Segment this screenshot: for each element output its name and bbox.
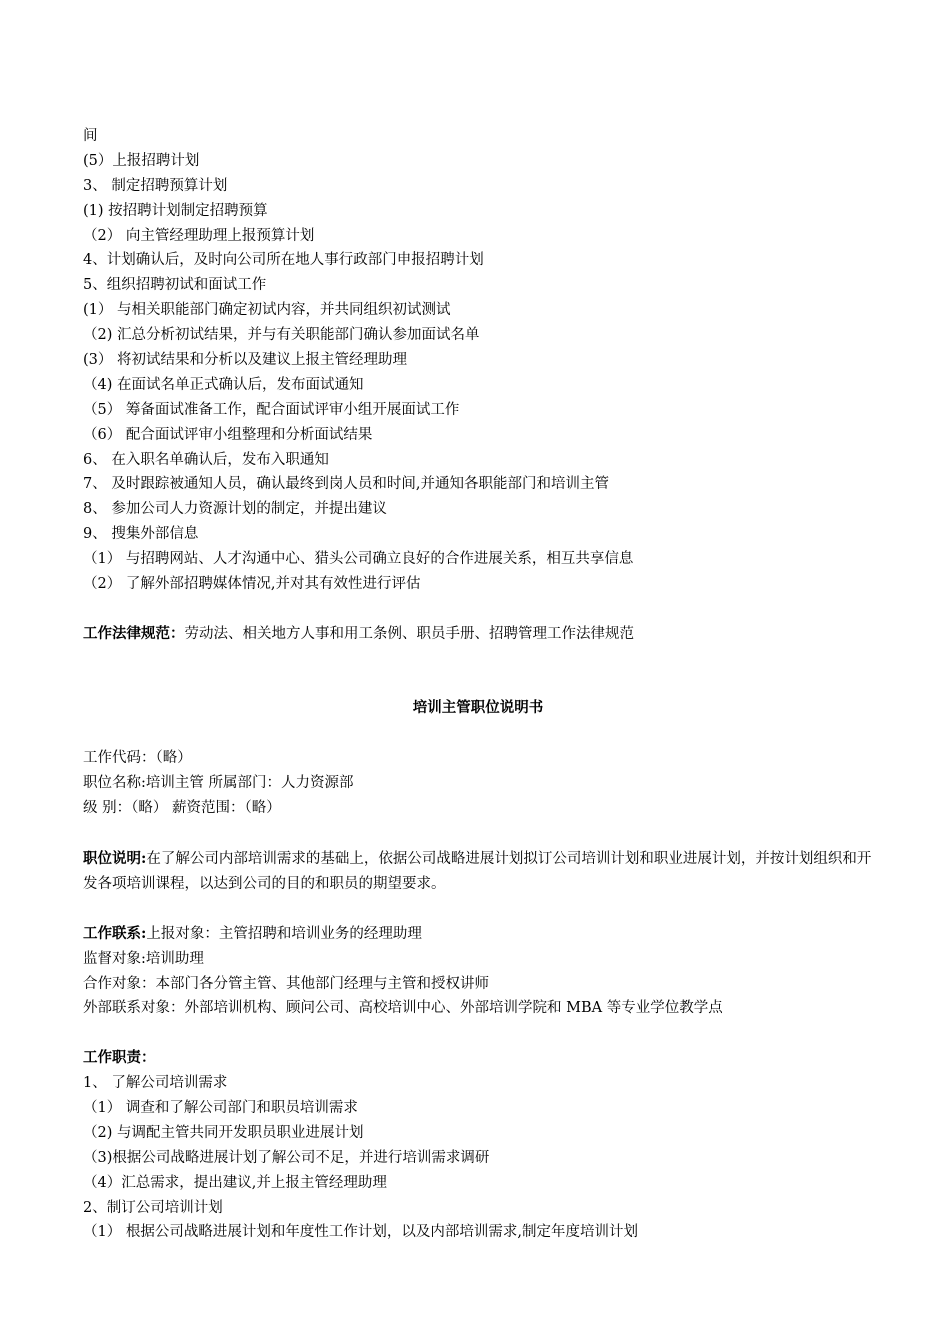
contact-line: 外部联系对象：外部培训机构、顾问公司、高校培训中心、外部培训学院和 MBA 等专业学位教学点 bbox=[83, 1000, 723, 1017]
position-description-label: 职位说明: bbox=[83, 849, 147, 867]
contact-line bbox=[83, 922, 873, 947]
reporting-to: 上报对象：主管招聘和培训业务的经理助理 bbox=[146, 925, 422, 942]
work-duties-label: 工作职责： bbox=[83, 1049, 156, 1067]
text-line: 8、 参加公司人力资源计划的制定，并提出建议 bbox=[83, 501, 387, 518]
document-page bbox=[83, 124, 873, 1245]
position-info bbox=[83, 746, 873, 821]
duty-line: （4）汇总需求，提出建议,并上报主管经理助理 bbox=[83, 1174, 387, 1191]
text-line: （2） 向主管经理助理上报预算计划 bbox=[83, 227, 315, 244]
info-line: 级 别：（略） 薪资范围：（略） bbox=[83, 800, 281, 817]
text-line: 9、 搜集外部信息 bbox=[83, 526, 199, 543]
info-line: 工作代码：（略） bbox=[83, 750, 192, 767]
text-line: 间 bbox=[83, 128, 98, 144]
contact-line: 合作对象：本部门各分管主管、其他部门经理与主管和授权讲师 bbox=[83, 975, 489, 992]
work-law-text: 劳动法、相关地方人事和用工条例、职员手册、招聘管理工作法律规范 bbox=[184, 625, 634, 642]
text-line: (3） 将初试结果和分析以及建议上报主管经理助理 bbox=[83, 352, 407, 369]
contact-line: 监督对象:培训助理 bbox=[83, 950, 204, 967]
spacer bbox=[83, 647, 873, 672]
text-line: （6） 配合面试评审小组整理和分析面试结果 bbox=[83, 426, 373, 443]
text-line: 3、 制定招聘预算计划 bbox=[83, 177, 228, 194]
text-line: 4、计划确认后，及时向公司所在地人事行政部门申报招聘计划 bbox=[83, 252, 484, 269]
duty-line: 2、制订公司培训计划 bbox=[83, 1199, 223, 1216]
text-line: (1） 与相关职能部门确定初试内容，并共同组织初试测试 bbox=[83, 302, 451, 319]
spacer bbox=[83, 1021, 873, 1046]
position-description bbox=[83, 846, 873, 897]
spacer bbox=[83, 897, 873, 922]
text-line: 6、 在入职名单确认后，发布入职通知 bbox=[83, 451, 329, 468]
recruitment-duties-list bbox=[83, 124, 873, 597]
text-line: （5） 筹备面试准备工作，配合面试评审小组开展面试工作 bbox=[83, 401, 460, 418]
work-duties bbox=[83, 1046, 873, 1245]
work-law-label: 工作法律规范： bbox=[83, 624, 185, 642]
duty-line: （2) 与调配主管共同开发职员职业进展计划 bbox=[83, 1124, 364, 1141]
work-duties-heading bbox=[83, 1046, 873, 1071]
duty-line: （1） 调查和了解公司部门和职员培训需求 bbox=[83, 1099, 358, 1116]
text-line: （4) 在面试名单正式确认后，发布面试通知 bbox=[83, 376, 364, 393]
work-law-paragraph bbox=[83, 622, 873, 647]
section-title: 培训主管职位说明书 bbox=[412, 699, 544, 717]
duty-line: （1） 根据公司战略进展计划和年度性工作计划，以及内部培训需求,制定年度培训计划 bbox=[83, 1224, 638, 1241]
spacer bbox=[83, 821, 873, 846]
spacer bbox=[83, 597, 873, 622]
spacer bbox=[83, 672, 873, 697]
position-description-text: 在了解公司内部培训需求的基础上，依据公司战略进展计划拟订公司培训计划和职业进展计划，并按计划组织和开发各项培训课程，以达到公司的目的和职员的期望要求。 bbox=[83, 850, 872, 892]
text-line: （2） 了解外部招聘媒体情况,并对其有效性进行评估 bbox=[83, 576, 421, 593]
text-line: (5）上报招聘计划 bbox=[83, 152, 200, 169]
work-contacts-label: 工作联系: bbox=[83, 924, 147, 942]
text-line: （1） 与招聘网站、人才沟通中心、猎头公司确立良好的合作进展关系，相互共享信息 bbox=[83, 551, 634, 568]
spacer bbox=[83, 721, 873, 746]
duty-line: 1、 了解公司培训需求 bbox=[83, 1075, 228, 1092]
text-line: 7、 及时跟踪被通知人员，确认最终到岗人员和时间,并通知各职能部门和培训主管 bbox=[83, 476, 609, 493]
work-contacts bbox=[83, 922, 873, 1022]
info-line: 职位名称:培训主管 所属部门：人力资源部 bbox=[83, 775, 354, 792]
text-line: （2) 汇总分析初试结果，并与有关职能部门确认参加面试名单 bbox=[83, 327, 480, 344]
text-line: (1) 按招聘计划制定招聘预算 bbox=[83, 202, 268, 219]
duty-line: （3)根据公司战略进展计划了解公司不足，并进行培训需求调研 bbox=[83, 1149, 490, 1166]
text-line: 5、组织招聘初试和面试工作 bbox=[83, 277, 267, 294]
